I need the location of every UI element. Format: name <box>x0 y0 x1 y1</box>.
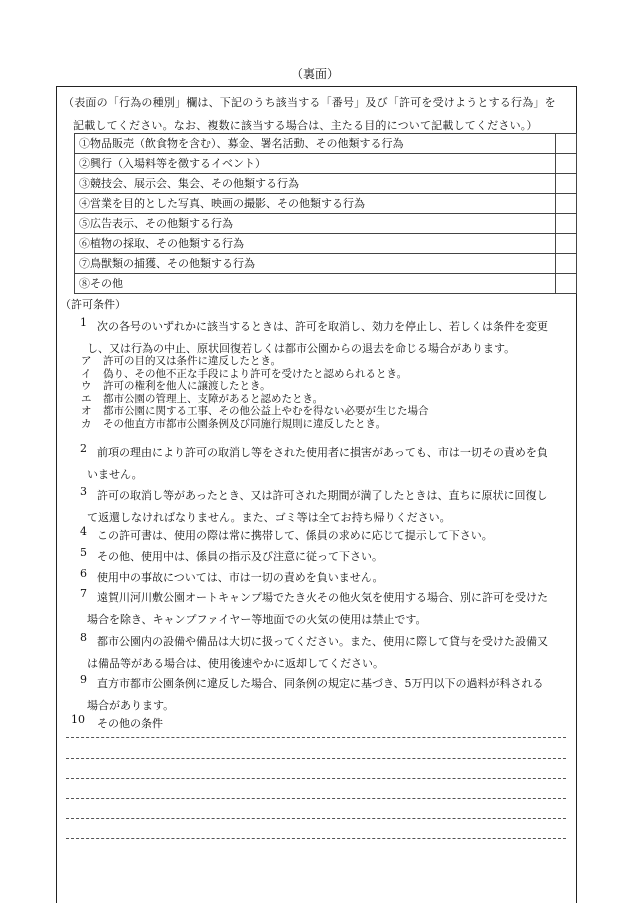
list-item <box>81 405 429 418</box>
condition-text: 都市公園内の設備や備品は大切に扱ってください。また、使用に際して貸与を受けた設備又 <box>97 635 548 648</box>
table-row <box>75 134 577 154</box>
kind-check-cell[interactable] <box>556 174 577 194</box>
condition-text: その他の条件 <box>97 717 163 730</box>
kind-check-cell[interactable] <box>556 274 577 294</box>
condition-1-subitems <box>81 355 429 430</box>
intro-note <box>63 91 573 137</box>
condition-number: 1 <box>80 316 87 329</box>
condition-number: 7 <box>80 587 87 600</box>
list-item <box>81 393 429 406</box>
item-mark: エ <box>81 392 92 405</box>
condition-number: 3 <box>80 485 87 498</box>
kind-check-cell[interactable] <box>556 154 577 174</box>
blank-line[interactable] <box>66 758 566 759</box>
kind-check-cell[interactable] <box>556 254 577 274</box>
kind-label: ⑧その他 <box>75 274 556 294</box>
condition-text: 使用中の事故については、市は一切の責めを負いません。 <box>97 571 384 584</box>
condition-number: 8 <box>80 631 87 644</box>
table-row <box>75 274 577 294</box>
kind-label: ①物品販売（飲食物を含む）、募金、署名活動、その他類する行為 <box>75 134 556 154</box>
condition-number: 4 <box>80 525 87 538</box>
condition-text-continued: 場合を除き、キャンプファイヤー等地面での火気の使用は禁止です。 <box>87 613 427 626</box>
condition-text: 前項の理由により許可の取消し等をされた使用者に損害があっても、市は一切その責めを負 <box>97 446 548 459</box>
condition-text-continued: て返還しなければなりません。また、ゴミ等は全てお持ち帰りください。 <box>87 511 451 524</box>
kind-check-cell[interactable] <box>556 214 577 234</box>
item-mark: ウ <box>81 380 92 392</box>
condition-number: 6 <box>80 567 87 580</box>
item-text: 偽り、その他不正な手段により許可を受けたと認められるとき。 <box>103 367 408 380</box>
kind-check-cell[interactable] <box>556 194 577 214</box>
condition-number: 9 <box>80 673 87 686</box>
condition-text-continued: は備品等がある場合は、使用後速やかに返却してください。 <box>87 657 384 670</box>
condition-number: 10 <box>71 713 85 726</box>
blank-line[interactable] <box>66 737 566 738</box>
kind-label: ⑦鳥獣類の捕獲、その他類する行為 <box>75 254 556 274</box>
kind-label: ②興行（入場料等を徴するイベント） <box>75 154 556 174</box>
form-frame <box>56 86 577 903</box>
item-text: 許可の目的又は条件に違反したとき。 <box>103 355 282 367</box>
kind-check-cell[interactable] <box>556 234 577 254</box>
kind-label: ⑥植物の採取、その他類する行為 <box>75 234 556 254</box>
list-item <box>81 380 429 393</box>
blank-line[interactable] <box>66 838 566 839</box>
page-title: （裏面） <box>290 67 339 81</box>
conditions-heading: （許可条件） <box>60 298 126 311</box>
condition-text: 許可の取消し等があったとき、又は許可された期間が満了したときは、直ちに原状に回復し <box>97 489 548 502</box>
item-mark: イ <box>81 367 92 380</box>
condition-text: その他、使用中は、係員の指示及び注意に従って下さい。 <box>97 550 383 563</box>
table-row <box>75 254 577 274</box>
kind-label: ⑤広告表示、その他類する行為 <box>75 214 556 234</box>
condition-text: 遠賀川河川敷公園オートキャンプ場でたき火その他火気を使用する場合、別に許可を受けた <box>97 591 548 604</box>
kind-check-cell[interactable] <box>556 134 577 154</box>
condition-text: 次の各号のいずれかに該当するときは、許可を取消し、効力を停止し、若しくは条件を変更 <box>97 320 548 333</box>
kind-label: ④営業を目的とした写真、映画の撮影、その他類する行為 <box>75 194 556 214</box>
table-row <box>75 174 577 194</box>
item-mark: ア <box>81 355 92 367</box>
condition-text-continued: いません。 <box>87 468 143 481</box>
intro-line-1: （表面の「行為の種別」欄は、下記のうち該当する「番号」及び「許可を受けようとする行為」を <box>63 96 556 109</box>
item-text: 許可の権利を他人に譲渡したとき。 <box>103 380 271 392</box>
condition-text-continued: し、又は行為の中止、原状回復若しくは都市公園からの退去を命じる場合があります。 <box>87 342 516 355</box>
blank-line[interactable] <box>66 798 566 799</box>
intro-line-2: 記載してください。なお、複数に該当する場合は、主たる目的について記載してください。） <box>73 119 538 132</box>
item-mark: オ <box>81 405 92 417</box>
condition-text-continued: 場合があります。 <box>87 699 175 712</box>
blank-line[interactable] <box>66 778 566 779</box>
item-mark: カ <box>81 417 92 430</box>
list-item <box>81 368 429 381</box>
item-text: その他直方市都市公園条例及び同施行規則に違反したとき。 <box>103 417 387 430</box>
table-row <box>75 154 577 174</box>
condition-text: 直方市都市公園条例に違反した場合、同条例の規定に基づき、5万円以下の過料が科される <box>97 677 544 690</box>
condition-number: 2 <box>80 442 87 455</box>
item-text: 都市公園に関する工事、その他公益上やむを得ない必要が生じた場合 <box>103 405 429 417</box>
list-item <box>81 355 429 368</box>
table-row <box>75 234 577 254</box>
table-row <box>75 194 577 214</box>
activity-kind-table <box>74 133 577 294</box>
item-text: 都市公園の管理上、支障があると認めたとき。 <box>103 392 324 405</box>
table-row <box>75 214 577 234</box>
kind-label: ③競技会、展示会、集会、その他類する行為 <box>75 174 556 194</box>
list-item <box>81 418 429 431</box>
condition-text: この許可書は、使用の際は常に携帯して、係員の求めに応じて提示して下さい。 <box>97 529 493 542</box>
condition-number: 5 <box>80 546 87 559</box>
blank-line[interactable] <box>66 818 566 819</box>
